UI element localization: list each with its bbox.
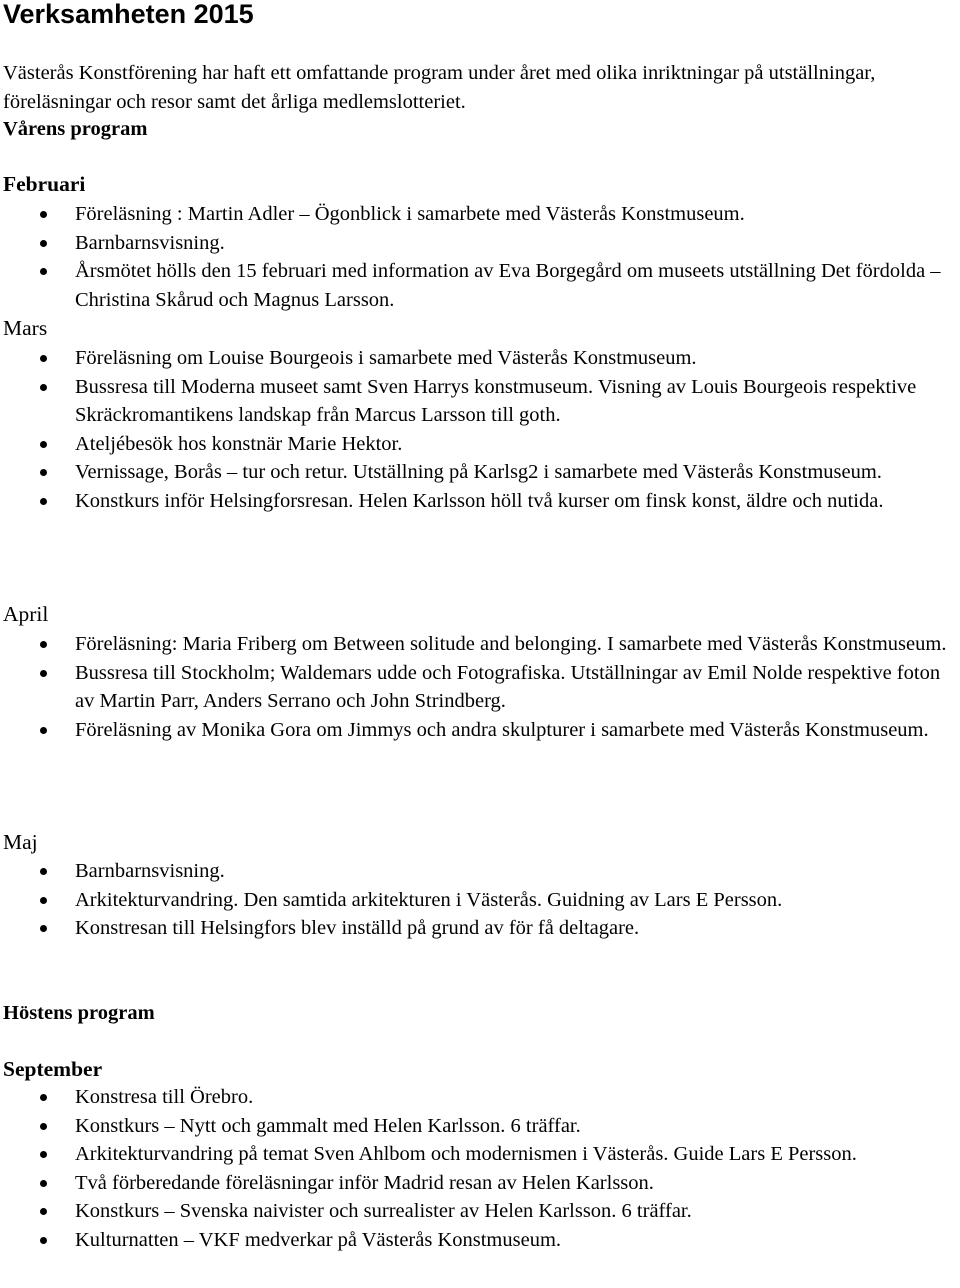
autumn-heading: Höstens program (3, 1002, 155, 1024)
list-item: Arkitekturvandring. Den samtida arkitekturen i Västerås. Guidning av Lars E Persson. (3, 886, 958, 915)
page-title: Verksamheten 2015 (3, 0, 254, 29)
march-list (3, 344, 958, 515)
intro-paragraph: Västerås Konstförening har haft ett omfattande program under året med olika inriktningar på utställningar, föreläsningar och resor samt det årliga medlemslotteriet. (3, 62, 876, 113)
april-list (3, 630, 958, 744)
list-item: Ateljébesök hos konstnär Marie Hektor. (3, 430, 958, 459)
list-item: Föreläsning: Maria Friberg om Between solitude and belonging. I samarbete med Västerås Konstmuseum. (3, 630, 958, 659)
list-item: Konstresan till Helsingfors blev inställd på grund av för få deltagare. (3, 914, 958, 943)
spring-heading: Vårens program (3, 118, 148, 140)
bullet-icon (40, 268, 47, 275)
list-item: Årsmötet hölls den 15 februari med information av Eva Borgegård om museets utställning Det fördolda – Christina Skårud och Magnus Larsson. (3, 257, 958, 314)
month-heading-april: April (3, 602, 49, 626)
list-item: Föreläsning : Martin Adler – Ögonblick i samarbete med Västerås Konstmuseum. (3, 200, 958, 229)
list-item: Barnbarnsvisning. (3, 229, 958, 258)
bullet-icon (40, 1237, 47, 1244)
bullet-icon (40, 868, 47, 875)
list-item: Bussresa till Moderna museet samt Sven Harrys konstmuseum. Visning av Louis Bourgeois respektive Skräckromantikens landskap från Marcus Larsson till goth. (3, 373, 958, 430)
september-list (3, 1083, 958, 1254)
list-item: Två förberedande föreläsningar inför Madrid resan av Helen Karlsson. (3, 1169, 958, 1198)
bullet-icon (40, 727, 47, 734)
month-heading-may: Maj (3, 830, 38, 854)
bullet-icon (40, 1180, 47, 1187)
list-item: Konstkurs – Nytt och gammalt med Helen Karlsson. 6 träffar. (3, 1112, 958, 1141)
list-item: Bussresa till Stockholm; Waldemars udde och Fotografiska. Utställningar av Emil Nolde respektive foton av Martin Parr, Anders Serrano och John Strindberg. (3, 659, 958, 716)
february-list (3, 200, 958, 314)
bullet-icon (40, 1123, 47, 1130)
may-list (3, 857, 958, 943)
list-item: Föreläsning om Louise Bourgeois i samarbete med Västerås Konstmuseum. (3, 344, 958, 373)
list-item: Föreläsning av Monika Gora om Jimmys och andra skulpturer i samarbete med Västerås Konstmuseum. (3, 716, 958, 745)
list-item: Konstresa till Örebro. (3, 1083, 958, 1112)
bullet-icon (40, 1208, 47, 1215)
bullet-icon (40, 384, 47, 391)
month-heading-september: September (3, 1057, 103, 1081)
list-item: Barnbarnsvisning. (3, 857, 958, 886)
bullet-icon (40, 355, 47, 362)
bullet-icon (40, 498, 47, 505)
list-item: Vernissage, Borås – tur och retur. Utställning på Karlsg2 i samarbete med Västerås Konstmuseum. (3, 458, 958, 487)
bullet-icon (40, 641, 47, 648)
bullet-icon (40, 925, 47, 932)
bullet-icon (40, 670, 47, 677)
list-item: Arkitekturvandring på temat Sven Ahlbom och modernismen i Västerås. Guide Lars E Persson. (3, 1140, 958, 1169)
bullet-icon (40, 240, 47, 247)
bullet-icon (40, 1094, 47, 1101)
list-item: Konstkurs – Svenska naivister och surrealister av Helen Karlsson. 6 träffar. (3, 1197, 958, 1226)
bullet-icon (40, 211, 47, 218)
list-item: Kulturnatten – VKF medverkar på Västerås Konstmuseum. (3, 1226, 958, 1255)
list-item: Konstkurs inför Helsingforsresan. Helen Karlsson höll två kurser om finsk konst, äldre och nutida. (3, 487, 958, 516)
bullet-icon (40, 469, 47, 476)
month-heading-february: Februari (3, 172, 86, 196)
bullet-icon (40, 1151, 47, 1158)
month-heading-march: Mars (3, 316, 48, 340)
bullet-icon (40, 441, 47, 448)
bullet-icon (40, 897, 47, 904)
